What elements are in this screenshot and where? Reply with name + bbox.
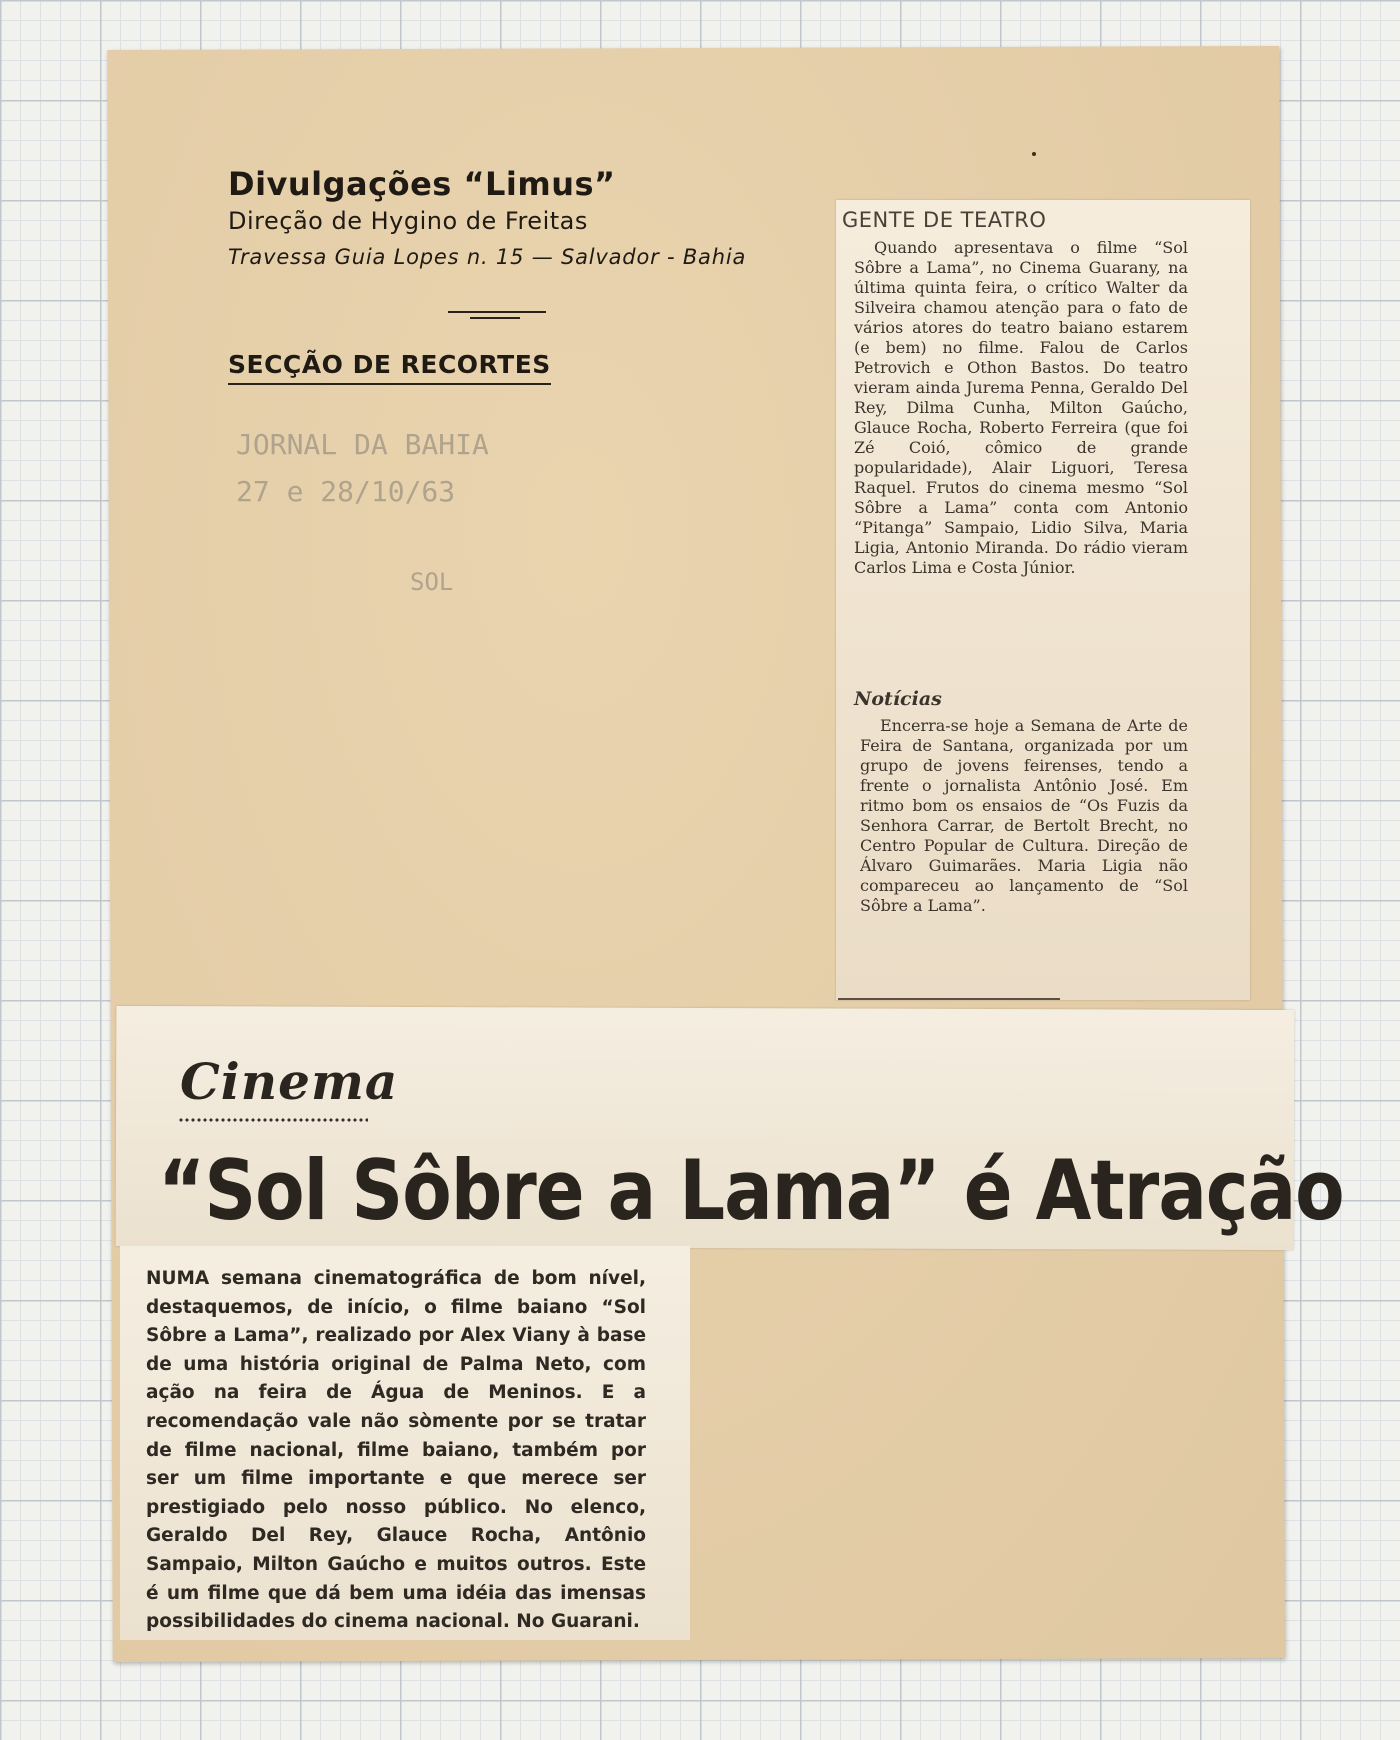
column-paragraph: Quando apresentava o filme “Sol Sôbre a Lama”, no Cinema Guarany, na última quinta feira, o crítico Walter da Silveira chamou atenção para o fato de vários atores do teatro baiano estarem (e bem) no filme. Falou de Carlos Petrovich e Othon Bastos. Do teatro vieram ainda Jurema Penna, Geraldo Del Rey, Dilma Cunha, Milton Gaúcho, Glauce Rocha, Roberto Ferreira (que foi Zé Coió, cômico de grande popularidade), Alair Liguori, Teresa Raquel. Frutos do cinema mesmo “Sol Sôbre a Lama” conta com Antonio “Pitanga” Sampaio, Lidio Silva, Maria Ligia, Antonio Miranda. Do rádio vieram Carlos Lima e Costa Júnior. xyxy=(854,238,1188,577)
letterhead-title: Divulgações “Limus” xyxy=(228,165,616,203)
stamp-tag: SOL xyxy=(410,568,454,596)
stamp-newspaper: JORNAL DA BAHIA xyxy=(236,428,489,461)
letterhead-address: Travessa Guia Lopes n. 15 — Salvador - Bahia xyxy=(228,245,747,269)
clipping-gente-de-teatro xyxy=(836,200,1250,1000)
column-paragraph-noticias: Encerra-se hoje a Semana de Arte de Feira de Santana, organizada por um grupo de jovens feirenses, tendo a frente o jornalista Antônio José. Em ritmo bom os ensaios de “Os Fuzis da Senhora Carrar, de Bertolt Brecht, no Centro Popular de Cultura. Direção de Álvaro Guimarães. Maria Ligia não compareceu ao lançamento de “Sol Sôbre a Lama”. xyxy=(860,716,1188,915)
article-body: NUMA semana cinematográfica de bom nível, destaquemos, de início, o filme baiano “Sol Sôbre a Lama”, realizado por Alex Viany à base de uma história original de Palma Neto, com ação na feira de Água de Meninos. E a recomendação vale não sòmente por se tratar de filme nacional, filme baiano, também por ser um filme importante e que merece ser prestigiado pelo nosso público. No elenco, Geraldo Del Rey, Glauce Rocha, Antônio Sampaio, Milton Gaúcho e muitos outros. Este é um filme que dá bem uma idéia das imensas possibilidades do cinema nacional. No Guarani. xyxy=(146,1268,646,1633)
letterhead-director: Direção de Hygino de Freitas xyxy=(228,207,588,235)
wavy-underline xyxy=(178,1117,368,1123)
cinema-section-label: Cinema xyxy=(180,1052,399,1111)
column-subheading: Notícias xyxy=(854,688,942,710)
letterhead-divider xyxy=(448,311,546,313)
column-heading: GENTE DE TEATRO xyxy=(842,208,1047,232)
ink-speck xyxy=(1032,152,1036,156)
letterhead-divider-short xyxy=(470,317,520,319)
letterhead xyxy=(228,165,746,269)
article-headline: “Sol Sôbre a Lama” é Atração xyxy=(158,1142,1344,1239)
section-title: SECÇÃO DE RECORTES xyxy=(228,350,551,385)
stamp-date: 27 e 28/10/63 xyxy=(236,475,456,508)
clipping-rule xyxy=(838,998,1060,1000)
